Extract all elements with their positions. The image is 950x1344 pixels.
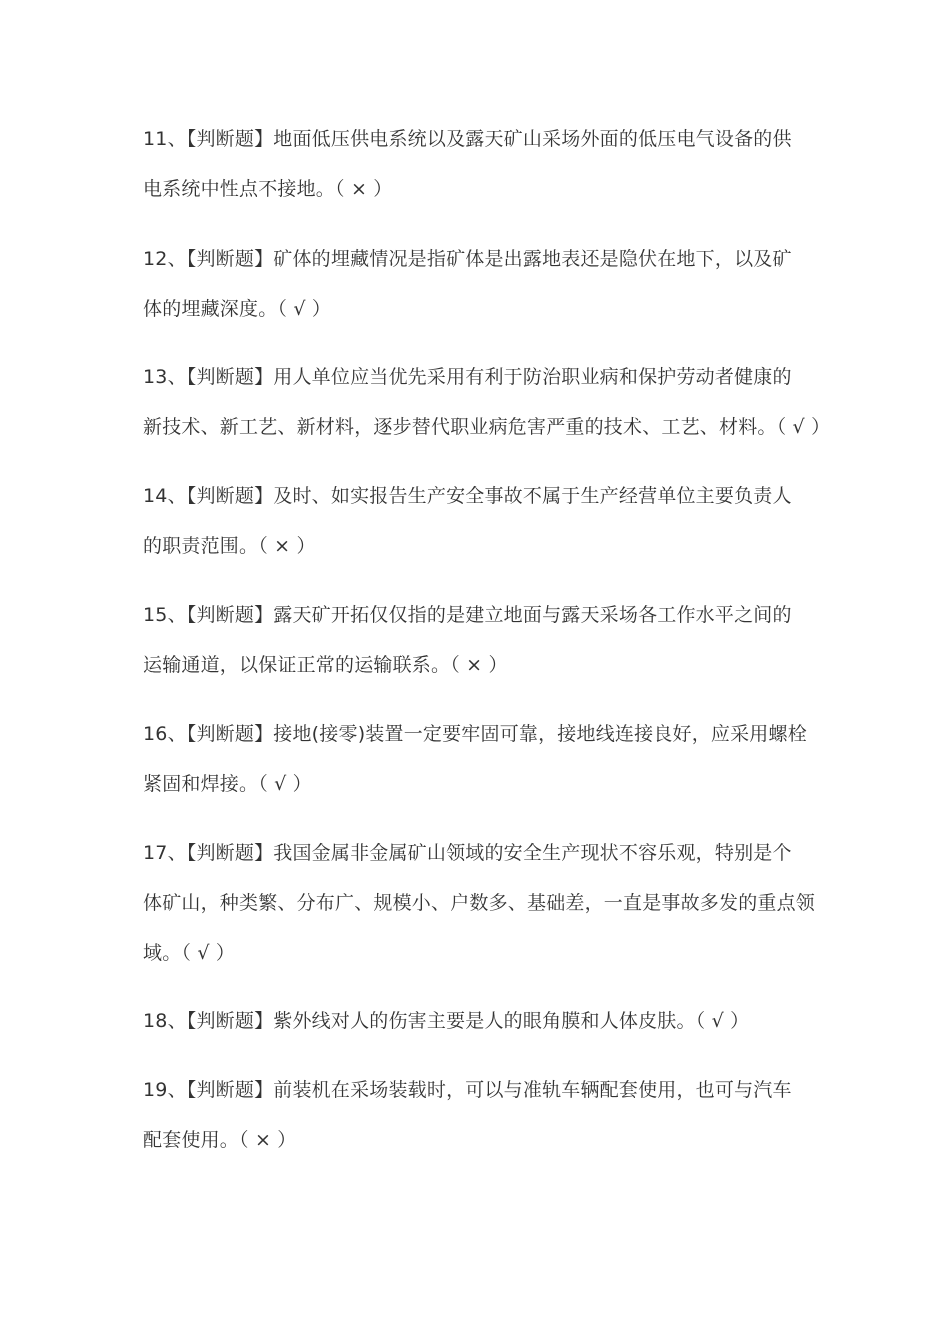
question-19 xyxy=(143,1065,813,1165)
question-line: 新技术、新工艺、新材料，逐步替代职业病危害严重的技术、工艺、材料。（ √ ） xyxy=(143,416,831,438)
question-14 xyxy=(143,471,813,571)
question-line: 紧固和焊接。（ √ ） xyxy=(143,773,312,795)
question-13 xyxy=(143,352,831,452)
question-line: 13、【判断题】用人单位应当优先采用有利于防治职业病和保护劳动者健康的 xyxy=(143,366,792,388)
question-line: 16、【判断题】接地(接零)装置一定要牢固可靠，接地线连接良好，应采用螺栓 xyxy=(143,723,807,745)
question-11 xyxy=(143,114,813,214)
question-line: 17、【判断题】我国金属非金属矿山领域的安全生产现状不容乐观，特别是个 xyxy=(143,842,792,864)
question-line: 配套使用。（ × ） xyxy=(143,1129,297,1151)
question-line: 11、【判断题】地面低压供电系统以及露天矿山采场外面的低压电气设备的供 xyxy=(143,128,792,150)
question-line: 18、【判断题】紫外线对人的伤害主要是人的眼角膜和人体皮肤。（ √ ） xyxy=(143,1010,750,1032)
question-line: 运输通道，以保证正常的运输联系。（ × ） xyxy=(143,654,508,676)
question-line: 电系统中性点不接地。（ × ） xyxy=(143,178,393,200)
question-line: 12、【判断题】矿体的埋藏情况是指矿体是出露地表还是隐伏在地下，以及矿 xyxy=(143,248,792,270)
question-line: 14、【判断题】及时、如实报告生产安全事故不属于生产经营单位主要负责人 xyxy=(143,485,792,507)
question-15 xyxy=(143,590,813,690)
question-line: 体的埋藏深度。（ √ ） xyxy=(143,298,332,320)
question-line: 体矿山，种类繁、分布广、规模小、户数多、基础差，一直是事故多发的重点领 xyxy=(143,892,816,914)
question-line: 19、【判断题】前装机在采场装载时，可以与准轨车辆配套使用，也可与汽车 xyxy=(143,1079,792,1101)
question-line: 的职责范围。（ × ） xyxy=(143,535,316,557)
question-12 xyxy=(143,234,813,334)
question-line: 域。（ √ ） xyxy=(143,942,236,964)
question-17 xyxy=(143,828,816,978)
question-line: 15、【判断题】露天矿开拓仅仅指的是建立地面与露天采场各工作水平之间的 xyxy=(143,604,792,626)
question-16 xyxy=(143,709,813,809)
question-18 xyxy=(143,996,813,1046)
